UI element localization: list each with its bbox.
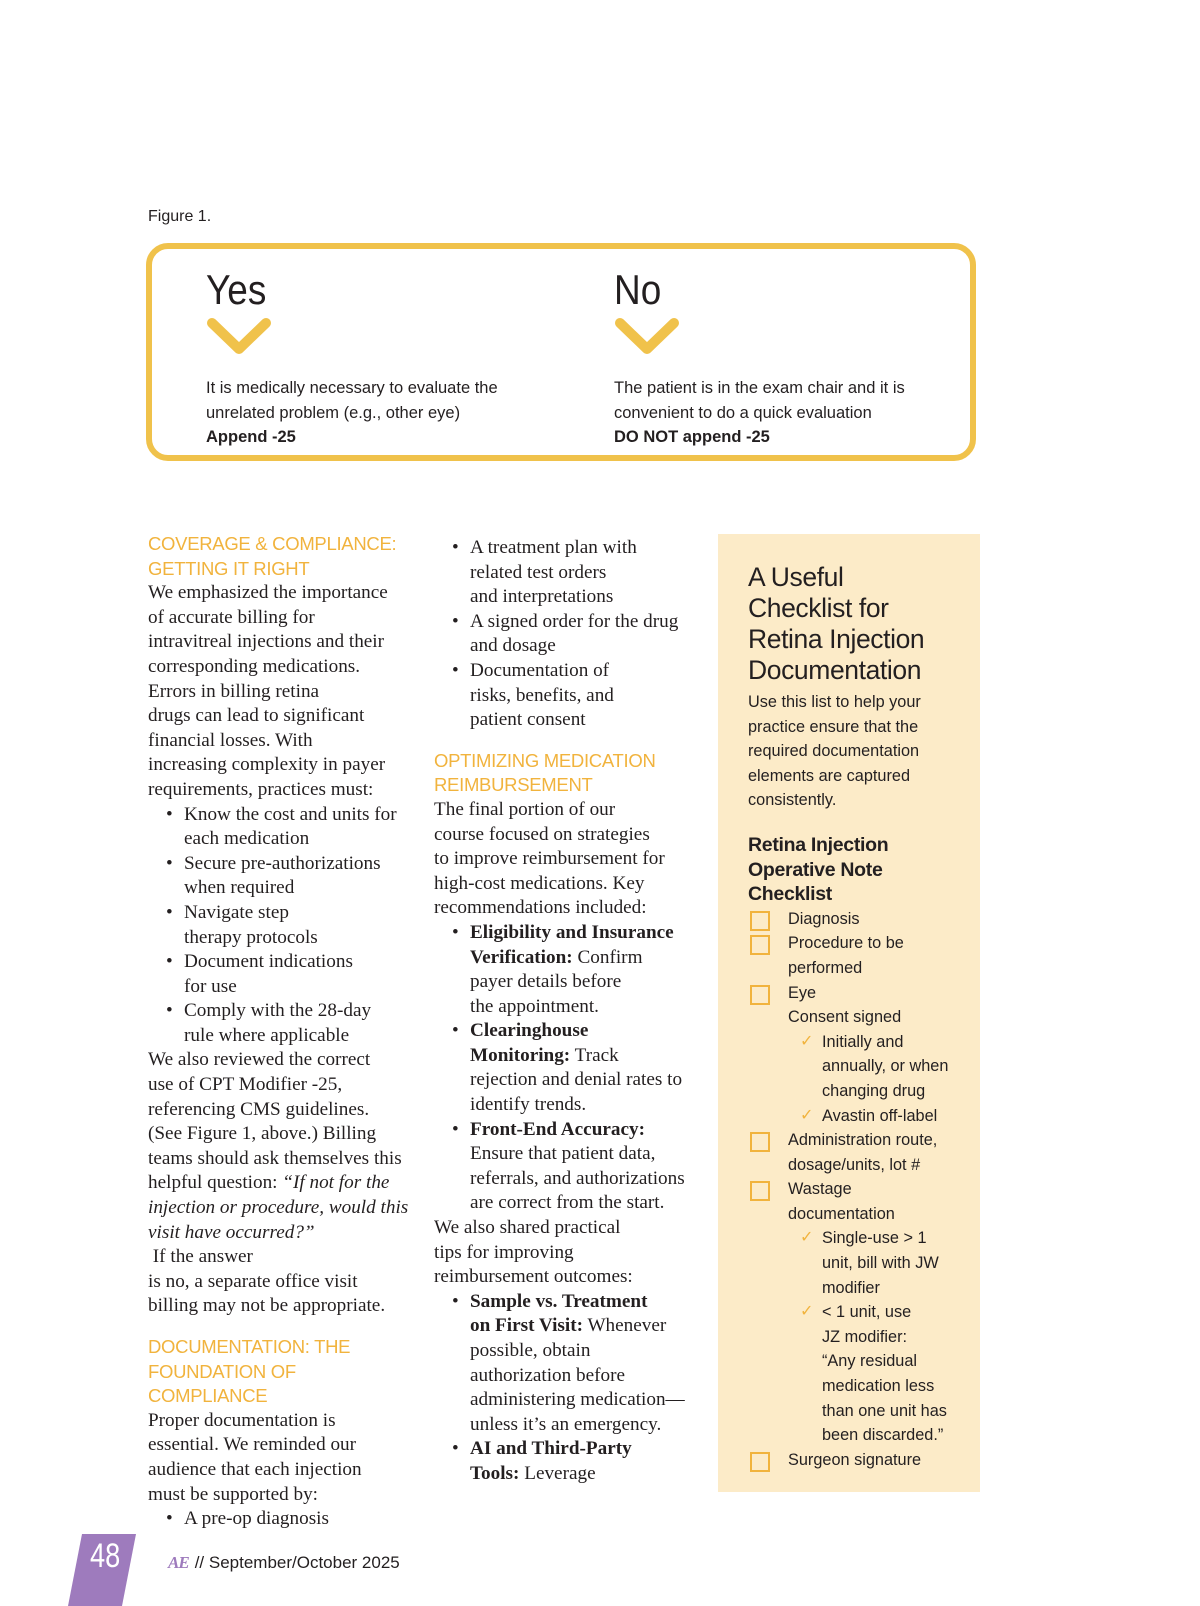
heading-line: FOUNDATION OF COMPLIANCE bbox=[148, 1360, 296, 1407]
bold-term: AI and Third-Party bbox=[470, 1438, 632, 1460]
text-line: (See Figure 1, above.) Billing bbox=[148, 1123, 377, 1145]
bold-term: on First Visit: bbox=[470, 1315, 583, 1337]
text-line: reimbursement outcomes: bbox=[434, 1266, 633, 1288]
checkbox-icon[interactable] bbox=[750, 935, 770, 955]
bullet-list bbox=[148, 1507, 416, 1532]
text-line: unit, bill with JW bbox=[822, 1254, 939, 1273]
checklist-label: documentation bbox=[788, 1204, 895, 1223]
text-line: are correct from the start. bbox=[470, 1192, 665, 1214]
list-item bbox=[184, 999, 416, 1048]
text-line: We emphasized the importance bbox=[148, 582, 388, 604]
quote-text: visit have occurred?” bbox=[148, 1221, 315, 1243]
paragraph bbox=[148, 1048, 416, 1319]
heading-line: GETTING IT RIGHT bbox=[148, 557, 310, 579]
checklist-subitem bbox=[748, 1030, 958, 1104]
text-line: is no, a separate office visit bbox=[148, 1270, 358, 1292]
bold-term: Sample vs. Treatment bbox=[470, 1290, 648, 1312]
list-item bbox=[470, 1290, 714, 1438]
checklist-item-surgeon-signature[interactable] bbox=[748, 1448, 958, 1473]
list-item bbox=[470, 1019, 714, 1117]
text-line: the appointment. bbox=[470, 995, 599, 1017]
text-line: medication less bbox=[822, 1377, 935, 1396]
text-line: Avastin off-label bbox=[822, 1106, 938, 1125]
text-line: must be supported by: bbox=[148, 1483, 319, 1505]
text-line: Confirm bbox=[572, 946, 643, 968]
checklist-label: Wastage bbox=[788, 1180, 852, 1199]
text-line: possible, obtain bbox=[470, 1340, 591, 1361]
section-heading-coverage bbox=[148, 532, 416, 581]
heading-line: OPTIMIZING MEDICATION bbox=[434, 749, 656, 771]
text-line: modifier bbox=[822, 1278, 880, 1297]
text-line: rule where applicable bbox=[184, 1024, 350, 1046]
checklist-item-wastage[interactable] bbox=[748, 1177, 958, 1226]
text-line: tips for improving bbox=[434, 1241, 574, 1263]
text-line: audience that each injection bbox=[148, 1458, 362, 1480]
bullet-list bbox=[148, 803, 416, 1049]
title-line: Documentation bbox=[748, 655, 922, 685]
text-line: and dosage bbox=[470, 635, 556, 657]
text-line: required documentation bbox=[748, 742, 920, 761]
chevron-down-icon bbox=[614, 317, 680, 357]
text-line: billing may not be appropriate. bbox=[148, 1295, 386, 1317]
magazine-logo: AE bbox=[168, 1553, 189, 1572]
bullet-list bbox=[434, 921, 714, 1216]
text-line: risks, benefits, and bbox=[470, 684, 614, 706]
text-line: of accurate billing for bbox=[148, 606, 315, 628]
text-line: practice ensure that the bbox=[748, 717, 919, 736]
checklist-item-eye[interactable] bbox=[748, 981, 958, 1006]
figure-no-heading: No bbox=[614, 266, 662, 313]
bold-term: Clearinghouse bbox=[470, 1020, 589, 1042]
heading-line: DOCUMENTATION: THE bbox=[148, 1336, 351, 1357]
text-line: unless it’s an emergency. bbox=[470, 1413, 662, 1435]
paragraph bbox=[434, 798, 714, 921]
text-line: Whenever bbox=[583, 1315, 667, 1337]
check-icon: ✓ bbox=[800, 1106, 814, 1124]
footer-issue-line bbox=[168, 1553, 400, 1573]
bold-term: Monitoring: bbox=[470, 1044, 571, 1066]
checkbox-icon[interactable] bbox=[750, 1132, 770, 1152]
bullet-list bbox=[434, 536, 714, 733]
checklist-subitem bbox=[748, 1300, 958, 1448]
checklist-sidebar bbox=[718, 534, 980, 1492]
text-line: annually, or when bbox=[822, 1057, 949, 1076]
section-heading-optimizing bbox=[434, 749, 714, 798]
checkbox-icon[interactable] bbox=[750, 911, 770, 931]
quote-text: “If not for the bbox=[282, 1172, 390, 1194]
text-line: Document indications bbox=[184, 951, 353, 973]
quote-text: injection or procedure, would this bbox=[148, 1197, 409, 1219]
checklist-label: Diagnosis bbox=[788, 909, 860, 928]
list-item bbox=[470, 610, 714, 659]
text-line: for use bbox=[184, 975, 237, 997]
checklist-item-procedure[interactable] bbox=[748, 931, 958, 980]
list-item bbox=[184, 803, 416, 852]
bold-term: Eligibility and Insurance bbox=[470, 921, 674, 943]
checklist-label: Consent signed bbox=[788, 1008, 902, 1027]
check-icon: ✓ bbox=[800, 1303, 814, 1321]
text-line: identify trends. bbox=[470, 1094, 587, 1116]
text-line: recommendations included: bbox=[434, 897, 647, 919]
figure-no-text-line: The patient is in the exam chair and it is bbox=[614, 379, 905, 397]
figure-no-text-line: convenient to do a quick evaluation bbox=[614, 403, 872, 422]
text-line: JZ modifier: bbox=[822, 1327, 908, 1346]
text-line: Leverage bbox=[519, 1462, 596, 1484]
text-line: when required bbox=[184, 877, 295, 899]
text-line: administering medication— bbox=[470, 1389, 685, 1411]
text-line: authorization before bbox=[470, 1364, 626, 1386]
text-line: teams should ask themselves this bbox=[148, 1147, 402, 1169]
figure-1-box bbox=[146, 243, 976, 461]
list-item bbox=[470, 921, 714, 1019]
checkbox-icon[interactable] bbox=[750, 1181, 770, 1201]
figure-no-column bbox=[614, 267, 994, 450]
text-line: “Any residual bbox=[822, 1352, 918, 1371]
text-line: If the answer bbox=[148, 1246, 253, 1268]
page-number: 48 bbox=[90, 1537, 121, 1575]
checklist-label: Administration route, bbox=[788, 1131, 938, 1150]
figure-yes-heading: Yes bbox=[206, 266, 267, 313]
text-line: payer details before bbox=[470, 971, 622, 993]
checkbox-icon[interactable] bbox=[750, 985, 770, 1005]
list-item bbox=[470, 1437, 714, 1486]
checkbox-icon[interactable] bbox=[750, 1452, 770, 1472]
figure-yes-text-line: It is medically necessary to evaluate the bbox=[206, 379, 498, 397]
figure-yes-column bbox=[206, 267, 586, 450]
text-line: requirements, practices must: bbox=[148, 778, 374, 800]
title-line: Checklist bbox=[748, 883, 833, 906]
text-line: Errors in billing retina bbox=[148, 680, 320, 702]
checklist-title bbox=[748, 833, 958, 907]
figure-yes-action: Append -25 bbox=[206, 428, 296, 446]
checklist-item-administration[interactable] bbox=[748, 1128, 958, 1177]
text-line: referrals, and authorizations bbox=[470, 1167, 685, 1189]
section-heading-documentation bbox=[148, 1335, 416, 1409]
text-line: drugs can lead to significant bbox=[148, 705, 365, 727]
title-line: Retina Injection bbox=[748, 624, 925, 654]
paragraph bbox=[148, 581, 416, 802]
text-line: Know the cost and units for bbox=[184, 803, 397, 825]
article-column-2 bbox=[434, 536, 714, 1487]
text-line: been discarded.” bbox=[822, 1426, 944, 1445]
text-line: intravitreal injections and their bbox=[148, 631, 385, 653]
text-line: financial losses. With bbox=[148, 729, 313, 751]
check-icon: ✓ bbox=[800, 1229, 814, 1247]
title-line: Operative Note bbox=[748, 858, 883, 881]
title-line: A Useful bbox=[748, 562, 844, 592]
text-line: Navigate step bbox=[184, 901, 289, 923]
checklist-label: dosage/units, lot # bbox=[788, 1155, 921, 1174]
list-item bbox=[470, 536, 714, 610]
text-line: patient consent bbox=[470, 709, 586, 731]
text-line: therapy protocols bbox=[184, 926, 318, 948]
text-line: changing drug bbox=[822, 1081, 926, 1100]
figure-label: Figure 1. bbox=[148, 208, 212, 225]
text-line: A treatment plan with bbox=[470, 537, 637, 558]
checklist-subitem bbox=[748, 1226, 958, 1300]
text-line: We also shared practical bbox=[434, 1217, 621, 1239]
heading-line: REIMBURSEMENT bbox=[434, 774, 593, 796]
checklist-item-diagnosis[interactable] bbox=[748, 907, 958, 932]
checklist-label: Eye bbox=[788, 983, 817, 1002]
text-line: Track bbox=[570, 1044, 619, 1066]
text-line: helpful question: bbox=[148, 1172, 283, 1194]
figure-yes-text-line: unrelated problem (e.g., other eye) bbox=[206, 403, 461, 422]
text-line: than one unit has bbox=[822, 1401, 947, 1420]
checklist-subitem bbox=[748, 1104, 958, 1129]
text-line: Comply with the 28-day bbox=[184, 1000, 372, 1022]
bold-term: Front-End Accuracy: bbox=[470, 1118, 645, 1140]
text-line: < 1 unit, use bbox=[822, 1303, 912, 1322]
checklist-item-consent bbox=[748, 1005, 958, 1030]
text-line: consistently. bbox=[748, 791, 837, 810]
chevron-down-icon bbox=[206, 317, 272, 357]
checklist-label: performed bbox=[788, 958, 863, 977]
text-line: Secure pre-authorizations bbox=[184, 852, 381, 874]
sidebar-title bbox=[748, 562, 958, 686]
bullet-list bbox=[434, 1290, 714, 1487]
check-icon: ✓ bbox=[800, 1032, 814, 1050]
text-line: referencing CMS guidelines. bbox=[148, 1098, 370, 1120]
text-line: use of CPT Modifier -25, bbox=[148, 1074, 343, 1096]
text-line: Proper documentation is bbox=[148, 1409, 336, 1431]
list-item bbox=[470, 1118, 714, 1216]
list-item bbox=[470, 659, 714, 733]
list-item bbox=[184, 852, 416, 901]
text-line: related test orders bbox=[470, 561, 607, 583]
text-line: and interpretations bbox=[470, 586, 614, 608]
paragraph bbox=[148, 1409, 416, 1507]
text-line: The final portion of our bbox=[434, 798, 616, 820]
text-line: A signed order for the drug bbox=[470, 610, 679, 632]
text-line: increasing complexity in payer bbox=[148, 754, 386, 776]
text-line: to improve reimbursement for bbox=[434, 848, 665, 870]
text-line: essential. We reminded our bbox=[148, 1434, 357, 1456]
text-line: Single-use > 1 bbox=[822, 1229, 927, 1248]
title-line: Retina Injection bbox=[748, 833, 889, 856]
heading-line: COVERAGE & COMPLIANCE: bbox=[148, 533, 397, 554]
checklist-label: Surgeon signature bbox=[788, 1450, 922, 1469]
text-line: course focused on strategies bbox=[434, 823, 650, 845]
text-line: Documentation of bbox=[470, 659, 610, 681]
text-line: elements are captured bbox=[748, 766, 911, 785]
title-line: Checklist for bbox=[748, 593, 889, 623]
sidebar-intro bbox=[748, 690, 958, 813]
article-column-1 bbox=[148, 532, 416, 1532]
list-item: • A pre-op diagnosis bbox=[184, 1507, 416, 1532]
text-line: rejection and denial rates to bbox=[470, 1069, 683, 1091]
bold-term: Tools: bbox=[470, 1462, 520, 1484]
checklist-label: Procedure to be bbox=[788, 934, 904, 953]
list-item bbox=[184, 901, 416, 950]
bold-term: Verification: bbox=[470, 946, 573, 968]
list-item bbox=[184, 950, 416, 999]
paragraph bbox=[434, 1216, 714, 1290]
text-line: Ensure that patient data, bbox=[470, 1143, 656, 1165]
text-line: each medication bbox=[184, 828, 310, 850]
issue-date: // September/October 2025 bbox=[194, 1553, 400, 1572]
text-line: corresponding medications. bbox=[148, 655, 361, 677]
text-line: Use this list to help your bbox=[748, 693, 921, 711]
text-line: Initially and bbox=[822, 1032, 904, 1051]
figure-no-action: DO NOT append -25 bbox=[614, 428, 770, 446]
text-line: We also reviewed the correct bbox=[148, 1049, 371, 1071]
text-line: high-cost medications. Key bbox=[434, 872, 645, 894]
